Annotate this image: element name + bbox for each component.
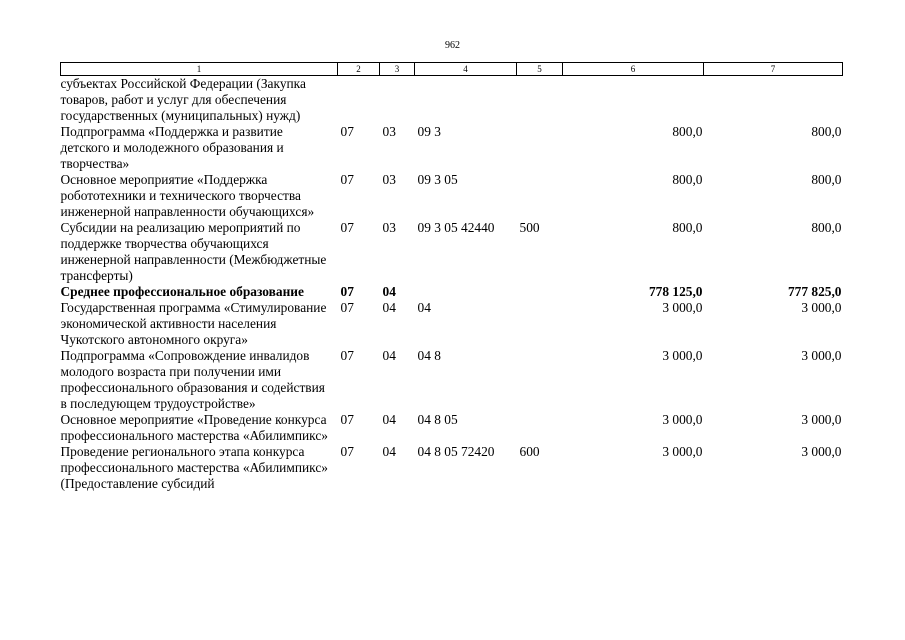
- amount-year-1: 800,0: [672, 124, 703, 139]
- target-article-code: [415, 76, 517, 125]
- subsection-code: 03: [382, 220, 396, 235]
- subsection-code: 04: [382, 300, 396, 315]
- column-number: 6: [563, 63, 704, 76]
- table-row: [61, 412, 843, 444]
- expense-type-code: [517, 76, 563, 125]
- amount-year-1: 3 000,0: [662, 348, 703, 363]
- expense-type-code: [517, 284, 563, 300]
- page-number: 962: [445, 40, 460, 51]
- amount-year-1: [563, 76, 704, 125]
- subsection-code: 04: [382, 284, 396, 299]
- subsection-code: 04: [382, 444, 396, 459]
- amount-year-1: 3 000,0: [662, 412, 703, 427]
- amount-year-1: 3 000,0: [662, 444, 703, 459]
- column-number: 7: [704, 63, 843, 76]
- section-code: [338, 76, 380, 125]
- subsection-code: 03: [382, 172, 396, 187]
- column-number: 3: [380, 63, 415, 76]
- amount-year-2: 3 000,0: [801, 412, 842, 427]
- table-row: [61, 124, 843, 172]
- target-article-code: [415, 284, 517, 300]
- amount-year-2: 3 000,0: [801, 444, 842, 459]
- section-code: 07: [340, 412, 354, 427]
- table-row: [61, 348, 843, 412]
- amount-year-1: 3 000,0: [662, 300, 703, 315]
- expense-type-code: [517, 348, 563, 412]
- table-row: [61, 284, 843, 300]
- target-article-code: 09 3 05 42440: [417, 220, 495, 235]
- expense-type-code: [517, 412, 563, 444]
- row-name: Основное мероприятие «Поддержка робототехники и технического творчества инженерной направленности обучающихся»: [60, 172, 315, 219]
- column-number: 5: [517, 63, 563, 76]
- expense-type-code: [517, 124, 563, 172]
- table-row: [61, 76, 843, 125]
- table-row: [61, 220, 843, 284]
- section-code: 07: [340, 300, 354, 315]
- target-article-code: 04 8: [417, 348, 441, 363]
- section-code: 07: [340, 124, 354, 139]
- section-code: 07: [340, 348, 354, 363]
- row-name: Проведение регионального этапа конкурса профессионального мастерства «Абилимпикс» (Предоставление субсидий: [60, 444, 328, 491]
- section-code: 07: [340, 220, 354, 235]
- row-name: Основное мероприятие «Проведение конкурса профессионального мастерства «Абилимпикс»: [60, 412, 328, 443]
- target-article-code: 04 8 05 72420: [417, 444, 495, 459]
- row-name: субъектах Российской Федерации (Закупка товаров, работ и услуг для обеспечения государственных (муниципальных) нужд): [60, 76, 306, 123]
- target-article-code: 09 3 05: [417, 172, 458, 187]
- table-row: [61, 300, 843, 348]
- amount-year-2: 777 825,0: [787, 284, 842, 299]
- row-name: Среднее профессиональное образование: [60, 284, 304, 299]
- column-number: 2: [338, 63, 380, 76]
- target-article-code: 04: [417, 300, 431, 315]
- expense-type-code: 500: [519, 220, 540, 235]
- amount-year-2: 800,0: [811, 220, 842, 235]
- subsection-code: 04: [382, 348, 396, 363]
- amount-year-2: [704, 76, 843, 125]
- section-code: 07: [340, 444, 354, 459]
- section-code: 07: [340, 284, 354, 299]
- row-name: Подпрограмма «Сопровождение инвалидов молодого возраста при получении ими профессионального образования и содействия в последующем трудоустройстве»: [60, 348, 325, 411]
- subsection-code: [380, 76, 415, 125]
- amount-year-2: 800,0: [811, 124, 842, 139]
- table-row: [61, 444, 843, 492]
- section-code: 07: [340, 172, 354, 187]
- budget-table: [60, 62, 843, 492]
- amount-year-2: 3 000,0: [801, 300, 842, 315]
- row-name: Государственная программа «Стимулирование экономической активности населения Чукотского автономного округа»: [60, 300, 327, 347]
- target-article-code: 09 3: [417, 124, 441, 139]
- amount-year-2: 800,0: [811, 172, 842, 187]
- subsection-code: 03: [382, 124, 396, 139]
- amount-year-1: 800,0: [672, 172, 703, 187]
- column-numbers-row: [61, 63, 843, 76]
- column-number: 1: [61, 63, 338, 76]
- row-name: Подпрограмма «Поддержка и развитие детского и молодежного образования и творчества»: [60, 124, 284, 171]
- expense-type-code: [517, 300, 563, 348]
- column-number: 4: [415, 63, 517, 76]
- row-name: Субсидии на реализацию мероприятий по поддержке творчества обучающихся инженерной направленности (Межбюджетные трансферты): [60, 220, 327, 283]
- amount-year-1: 778 125,0: [648, 284, 703, 299]
- target-article-code: 04 8 05: [417, 412, 458, 427]
- amount-year-1: 800,0: [672, 220, 703, 235]
- amount-year-2: 3 000,0: [801, 348, 842, 363]
- table-row: [61, 172, 843, 220]
- subsection-code: 04: [382, 412, 396, 427]
- expense-type-code: 600: [519, 444, 540, 459]
- expense-type-code: [517, 172, 563, 220]
